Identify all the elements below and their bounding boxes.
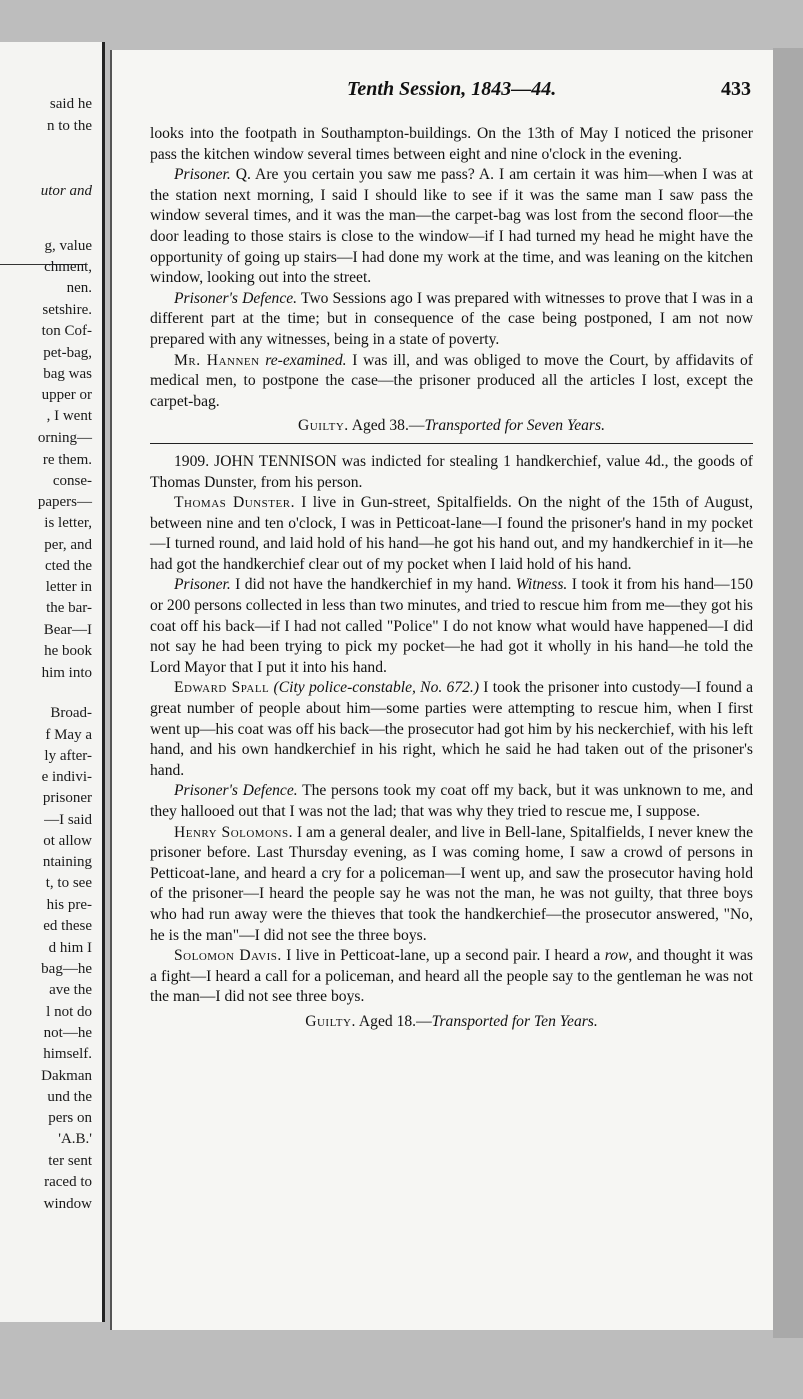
left-page-line: orning— <box>37 430 92 446</box>
left-page-line: Broad- <box>50 705 92 721</box>
left-page-line: utor and <box>40 183 92 199</box>
left-page-line: pers on <box>48 1110 92 1126</box>
left-page-line: f May a <box>45 727 92 743</box>
left-page-line: is letter, <box>44 515 92 531</box>
left-page-line: him into <box>41 665 92 681</box>
left-page-line: re them. <box>42 452 92 468</box>
speaker: Prisoner. <box>174 576 231 594</box>
left-page-line: ton Cof- <box>41 323 92 339</box>
speaker: Prisoner. <box>174 166 231 184</box>
left-page-line: nen. <box>66 280 92 296</box>
left-page-line: window <box>43 1196 92 1212</box>
testimony: Two Sessions ago I was prepared with witnesses to prove that I was in a different part at the time; but in consequence of the case being postponed, I am not now prepared with any witnesses, being in a state of poverty. <box>150 289 753 348</box>
speaker: Solomon Davis. <box>174 947 282 965</box>
left-page-line: conse- <box>52 473 92 489</box>
case1-paragraph-3 <box>150 289 753 351</box>
verdict-label: Guilty. <box>305 1012 356 1030</box>
page-body <box>150 124 753 1039</box>
left-page-line: per, and <box>44 537 92 553</box>
left-page-line: , I went <box>46 408 92 424</box>
left-page-line: the bar- <box>46 600 92 616</box>
speaker: Thomas Dunster. <box>174 494 295 512</box>
left-page-line: letter in <box>45 579 92 595</box>
left-page-line: e indivi- <box>41 769 92 785</box>
left-page-line: his pre- <box>46 897 92 913</box>
left-page-line: upper or <box>41 387 92 403</box>
re-examined-label: re-examined. <box>259 351 347 369</box>
left-page-line: ly after- <box>44 748 92 764</box>
speaker: Edward Spall <box>174 679 270 697</box>
testimony: I was ill, and was obliged to move the Court, by affidavits of medical men, to postpone the case—the prisoner produced all the articles I lost, except the carpet-bag. <box>150 351 753 410</box>
testimony: , and thought it was a fight—I heard a call for a policeman, and heard all the people say to the gentleman he was not the man—I did not see three boys. <box>150 947 753 1006</box>
case2-paragraph-2 <box>150 493 753 575</box>
left-page-line: prisoner <box>42 790 92 806</box>
case1-paragraph-2 <box>150 165 753 289</box>
left-page-line: chment, <box>44 259 92 275</box>
testimony: I am a general dealer, and live in Bell-lane, Spitalfields, I never knew the prisoner before. Last Thursday evening, as I was coming home, I saw a crowd of persons in Petticoat-lane, and heard a cry for a policeman—I went up, and saw the prosecutor having hold of the prisoner—I heard the people say he was not the man, he was not guilty, that three boys who had run away were the thieves that took the handkerchief—the prosecutor answered, "No, he is the man"—I did not see the three boys. <box>150 823 753 944</box>
verdict-sentence: Transported for Seven Years. <box>424 417 605 435</box>
case2-paragraph-4 <box>150 678 753 781</box>
speaker: Henry Solomons. <box>174 823 293 841</box>
page-number: 433 <box>721 78 751 100</box>
left-page-line: t, to see <box>45 875 92 891</box>
left-page-line: he book <box>44 643 92 659</box>
left-page-fragment <box>0 42 105 1322</box>
testimony: I took the prisoner into custody—I found a great number of people about him—some parties were attempting to rescue him, when I first went up—his coat was off his back—the prosecutor had got him by his neckerchief, with his left hand, and his own handkerchief in his right, which he said he had taken out of the prisoner's hand. <box>150 679 754 779</box>
testimony: I live in Gun-street, Spitalfields. On the night of the 15th of August, between nine and ten o'clock, I was in Petticoat-lane—I found the prisoner's hand in my pocket—I turned round, and laid hold of his hand—he got his hand out, and my handkerchief in it—he had got the handkerchief clear out of my pocket when I laid hold of his hand. <box>150 494 753 573</box>
case2-paragraph-1: 1909. JOHN TENNISON was indicted for stealing 1 handkerchief, value 4d., the goods of Thomas Dunster, from his person. <box>150 452 753 491</box>
testimony: Q. Are you certain you saw me pass? A. I am certain it was him—when I was at the station next morning, I said I should like to see if it was the same man I saw pass the window several times, and it was the man—the carpet-bag was lost from the second floor—the door leading to those stairs is close to the window—if I had turned my head he might have the opportunity of going up stairs—I had done my work at the time, and was leaning on the kitchen window, looking out into the street. <box>150 166 753 287</box>
left-page-line: cted the <box>44 558 92 574</box>
case2-paragraph-7 <box>150 946 753 1008</box>
left-page-line: n to the <box>47 118 92 134</box>
left-page-line: Bear—I <box>43 622 92 638</box>
verdict-age: Aged 38.— <box>348 417 425 435</box>
testimony: I took it from his hand—150 or 200 persons collected in less than two minutes, and tried to rescue him from me—they got his coat off his back—if I had not called "Police" I do not know what would have happened—I did not say he had been trying to pick my pocket—he had got it wholly in his hand—he told the Lord Mayor that I put it into his hand. <box>150 576 754 676</box>
left-page-line: setshire. <box>42 302 92 318</box>
left-page-line: pet-bag, <box>43 345 92 361</box>
speaker-role: (City police-constable, No. 672.) <box>269 679 480 697</box>
case-divider <box>150 443 753 444</box>
left-page-line: —I said <box>44 812 92 828</box>
left-page-line: 'A.B.' <box>58 1131 92 1147</box>
case1-paragraph-1: looks into the footpath in Southampton-buildings. On the 13th of May I noticed the prisoner pass the kitchen window several times between eight and nine o'clock in the evening. <box>150 125 753 163</box>
verdict-age: Aged 18.— <box>355 1012 432 1030</box>
testimony: The persons took my coat off my back, but it was unknown to me, and they hallooed out that I was not the lad; that was why they tried to rescue me, I suppose. <box>150 782 753 820</box>
page-header <box>112 78 775 102</box>
left-page-line: bag was <box>43 366 92 382</box>
left-page-line: ter sent <box>48 1153 92 1169</box>
row-word: row <box>604 947 629 965</box>
left-page-line: said he <box>49 96 92 112</box>
case2-paragraph-6 <box>150 823 753 947</box>
left-page-line: not—he <box>43 1025 92 1041</box>
left-page-line: raced to <box>44 1174 92 1190</box>
scan-edge <box>773 48 803 1338</box>
running-title: Tenth Session, 1843—44. <box>347 78 557 100</box>
speaker: Prisoner's Defence. <box>174 782 298 800</box>
case2-paragraph-5 <box>150 781 753 822</box>
speaker: Prisoner's Defence. <box>174 289 298 307</box>
speaker: Mr. Hannen <box>174 351 260 369</box>
left-page-line: bag—he <box>41 961 92 977</box>
left-page-line: g, value <box>44 238 92 254</box>
left-page-line: d him I <box>48 940 92 956</box>
verdict-label: Guilty. <box>298 417 349 435</box>
left-page-line: ot allow <box>43 833 92 849</box>
witness-label: Witness. <box>515 576 568 594</box>
testimony: I did not have the handkerchief in my hand. <box>230 576 516 594</box>
case2-paragraph-3 <box>150 575 753 678</box>
left-page-line: ntaining <box>42 854 92 870</box>
testimony: I live in Petticoat-lane, up a second pair. I heard a <box>281 947 605 965</box>
left-page-line: und the <box>47 1089 92 1105</box>
case2-verdict <box>150 1012 753 1033</box>
left-page-line: papers— <box>37 494 92 510</box>
left-page-line: himself. <box>43 1046 92 1062</box>
left-page-line: ave the <box>49 982 92 998</box>
right-page <box>110 50 775 1330</box>
verdict-sentence: Transported for Ten Years. <box>431 1012 598 1030</box>
case1-verdict <box>150 416 753 437</box>
left-page-line: Dakman <box>41 1068 92 1084</box>
left-page-line: ed these <box>43 918 92 934</box>
left-page-line: l not do <box>46 1004 92 1020</box>
case1-paragraph-4 <box>150 351 753 413</box>
